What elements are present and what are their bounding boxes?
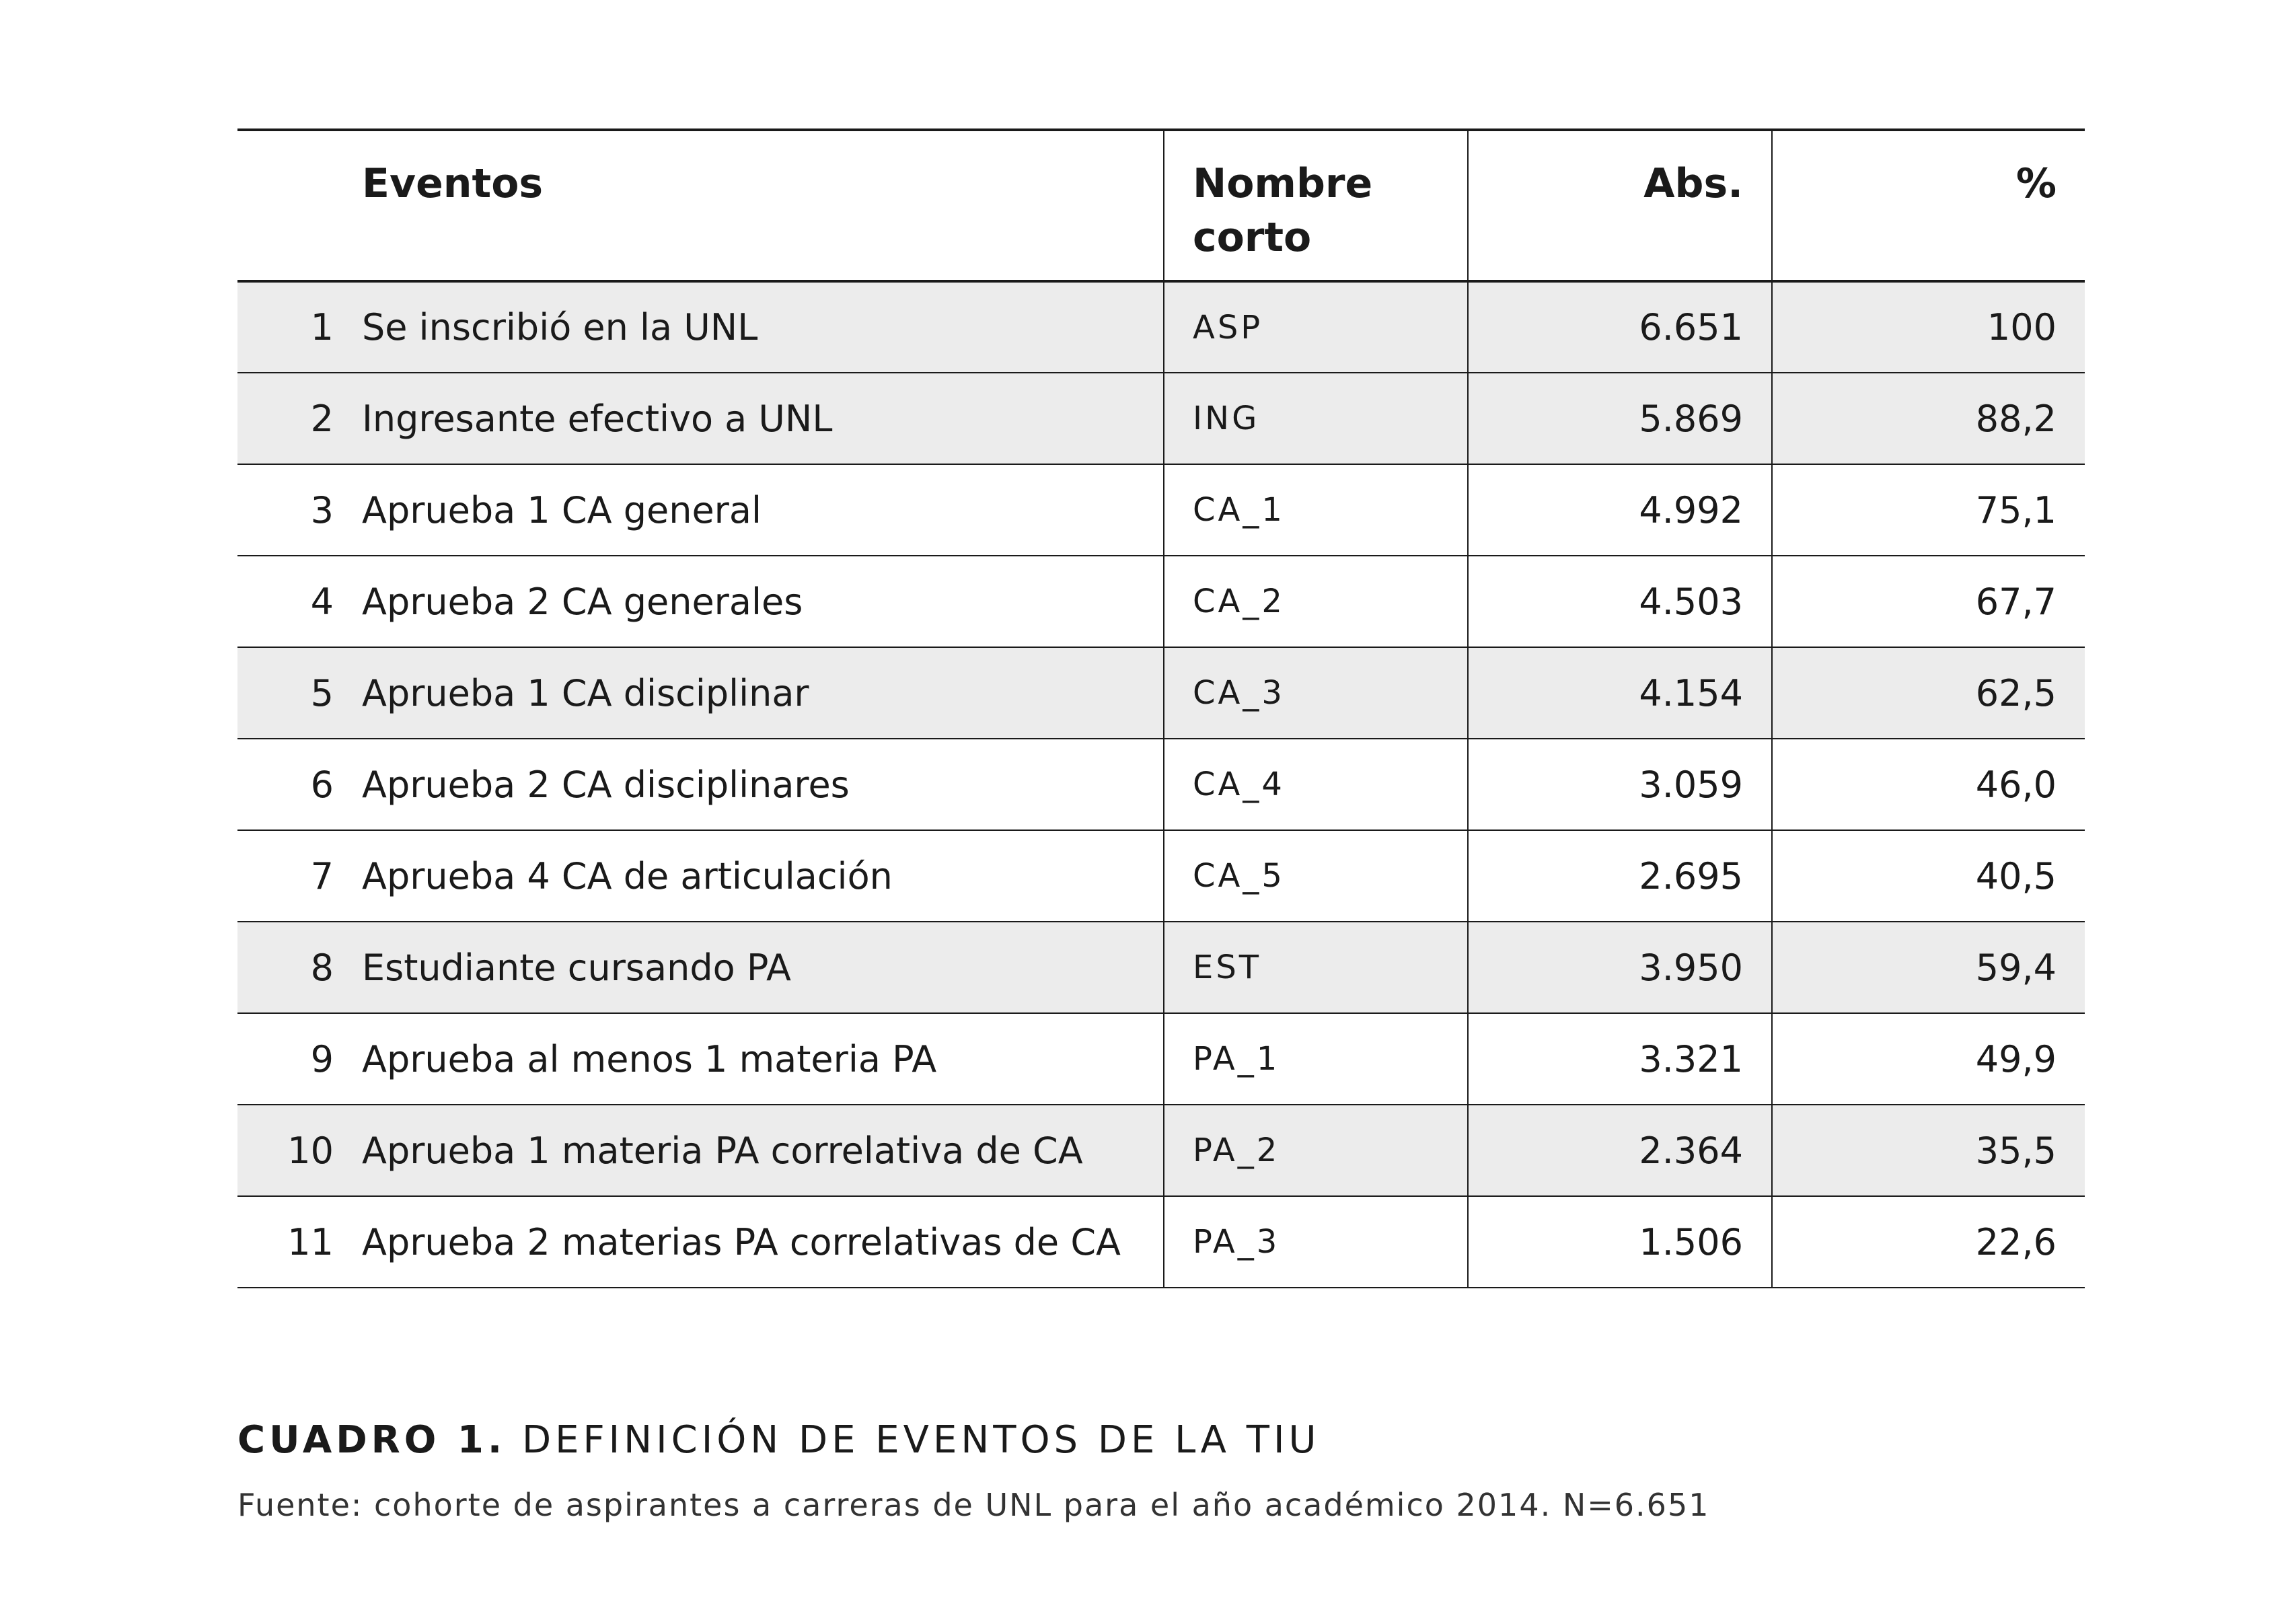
row-pct: 35,5 <box>1772 1105 2085 1196</box>
row-number: 6 <box>310 763 334 806</box>
row-event: Estudiante cursando PA <box>362 946 791 989</box>
row-event: Se inscribió en la UNL <box>362 306 758 348</box>
row-short-name: EST <box>1164 922 1468 1013</box>
row-abs: 5.869 <box>1468 373 1772 464</box>
row-number: 1 <box>310 306 334 348</box>
header-short-name: Nombre corto <box>1164 130 1468 281</box>
row-pct: 67,7 <box>1772 556 2085 647</box>
events-table <box>237 128 2085 1288</box>
row-number: 10 <box>287 1129 334 1172</box>
row-short-name: CA_1 <box>1164 464 1468 556</box>
row-abs: 3.321 <box>1468 1013 1772 1105</box>
table-row <box>237 739 2085 830</box>
header-number <box>237 130 362 281</box>
row-event: Aprueba 1 materia PA correlativa de CA <box>362 1129 1083 1172</box>
row-short-name: ASP <box>1164 281 1468 373</box>
row-pct: 49,9 <box>1772 1013 2085 1105</box>
row-abs: 3.950 <box>1468 922 1772 1013</box>
row-event: Aprueba 4 CA de articulación <box>362 854 893 897</box>
row-number: 11 <box>287 1220 334 1263</box>
row-number: 9 <box>310 1037 334 1080</box>
row-event: Aprueba 1 CA disciplinar <box>362 671 809 714</box>
table-header-row <box>237 130 2085 281</box>
caption-label: CUADRO 1. <box>237 1418 507 1462</box>
table-row <box>237 1105 2085 1196</box>
table-caption <box>237 1418 1321 1462</box>
row-abs: 2.364 <box>1468 1105 1772 1196</box>
header-event: Eventos <box>362 160 544 207</box>
row-number: 4 <box>310 580 334 623</box>
row-abs: 1.506 <box>1468 1196 1772 1288</box>
row-event: Ingresante efectivo a UNL <box>362 397 833 440</box>
table-row <box>237 281 2085 373</box>
row-short-name: CA_5 <box>1164 830 1468 922</box>
row-pct: 62,5 <box>1772 647 2085 739</box>
table-header <box>237 130 2085 281</box>
row-abs: 6.651 <box>1468 281 1772 373</box>
row-abs: 4.503 <box>1468 556 1772 647</box>
row-short-name: CA_2 <box>1164 556 1468 647</box>
row-number: 3 <box>310 488 334 531</box>
table-row <box>237 1013 2085 1105</box>
row-short-name: CA_3 <box>1164 647 1468 739</box>
table-source-note: Fuente: cohorte de aspirantes a carreras de UNL para el año académico 2014. N=6.651 <box>237 1487 1710 1523</box>
row-event: Aprueba al menos 1 materia PA <box>362 1037 937 1080</box>
row-event: Aprueba 2 CA disciplinares <box>362 763 850 806</box>
header-abs: Abs. <box>1468 130 1772 281</box>
row-abs: 2.695 <box>1468 830 1772 922</box>
row-event: Aprueba 2 materias PA correlativas de CA <box>362 1220 1121 1263</box>
table-row <box>237 373 2085 464</box>
row-number: 5 <box>310 671 334 714</box>
row-pct: 40,5 <box>1772 830 2085 922</box>
row-abs: 4.154 <box>1468 647 1772 739</box>
table-row <box>237 556 2085 647</box>
row-number: 7 <box>310 854 334 897</box>
row-pct: 46,0 <box>1772 739 2085 830</box>
table-row <box>237 830 2085 922</box>
row-short-name: PA_2 <box>1164 1105 1468 1196</box>
table-row <box>237 922 2085 1013</box>
row-pct: 75,1 <box>1772 464 2085 556</box>
row-short-name: PA_3 <box>1164 1196 1468 1288</box>
row-short-name: CA_4 <box>1164 739 1468 830</box>
row-pct: 100 <box>1772 281 2085 373</box>
row-number: 2 <box>310 397 334 440</box>
caption-title: DEFINICIÓN DE EVENTOS DE LA TIU <box>521 1418 1321 1462</box>
table-row <box>237 1196 2085 1288</box>
events-table-container <box>237 128 2085 1288</box>
row-pct: 88,2 <box>1772 373 2085 464</box>
row-number: 8 <box>310 946 334 989</box>
table-body <box>237 281 2085 1288</box>
row-abs: 3.059 <box>1468 739 1772 830</box>
row-event: Aprueba 2 CA generales <box>362 580 803 623</box>
row-event: Aprueba 1 CA general <box>362 488 762 531</box>
row-pct: 22,6 <box>1772 1196 2085 1288</box>
row-short-name: PA_1 <box>1164 1013 1468 1105</box>
row-abs: 4.992 <box>1468 464 1772 556</box>
row-pct: 59,4 <box>1772 922 2085 1013</box>
table-row <box>237 647 2085 739</box>
table-row <box>237 464 2085 556</box>
row-short-name: ING <box>1164 373 1468 464</box>
header-pct: % <box>1772 130 2085 281</box>
